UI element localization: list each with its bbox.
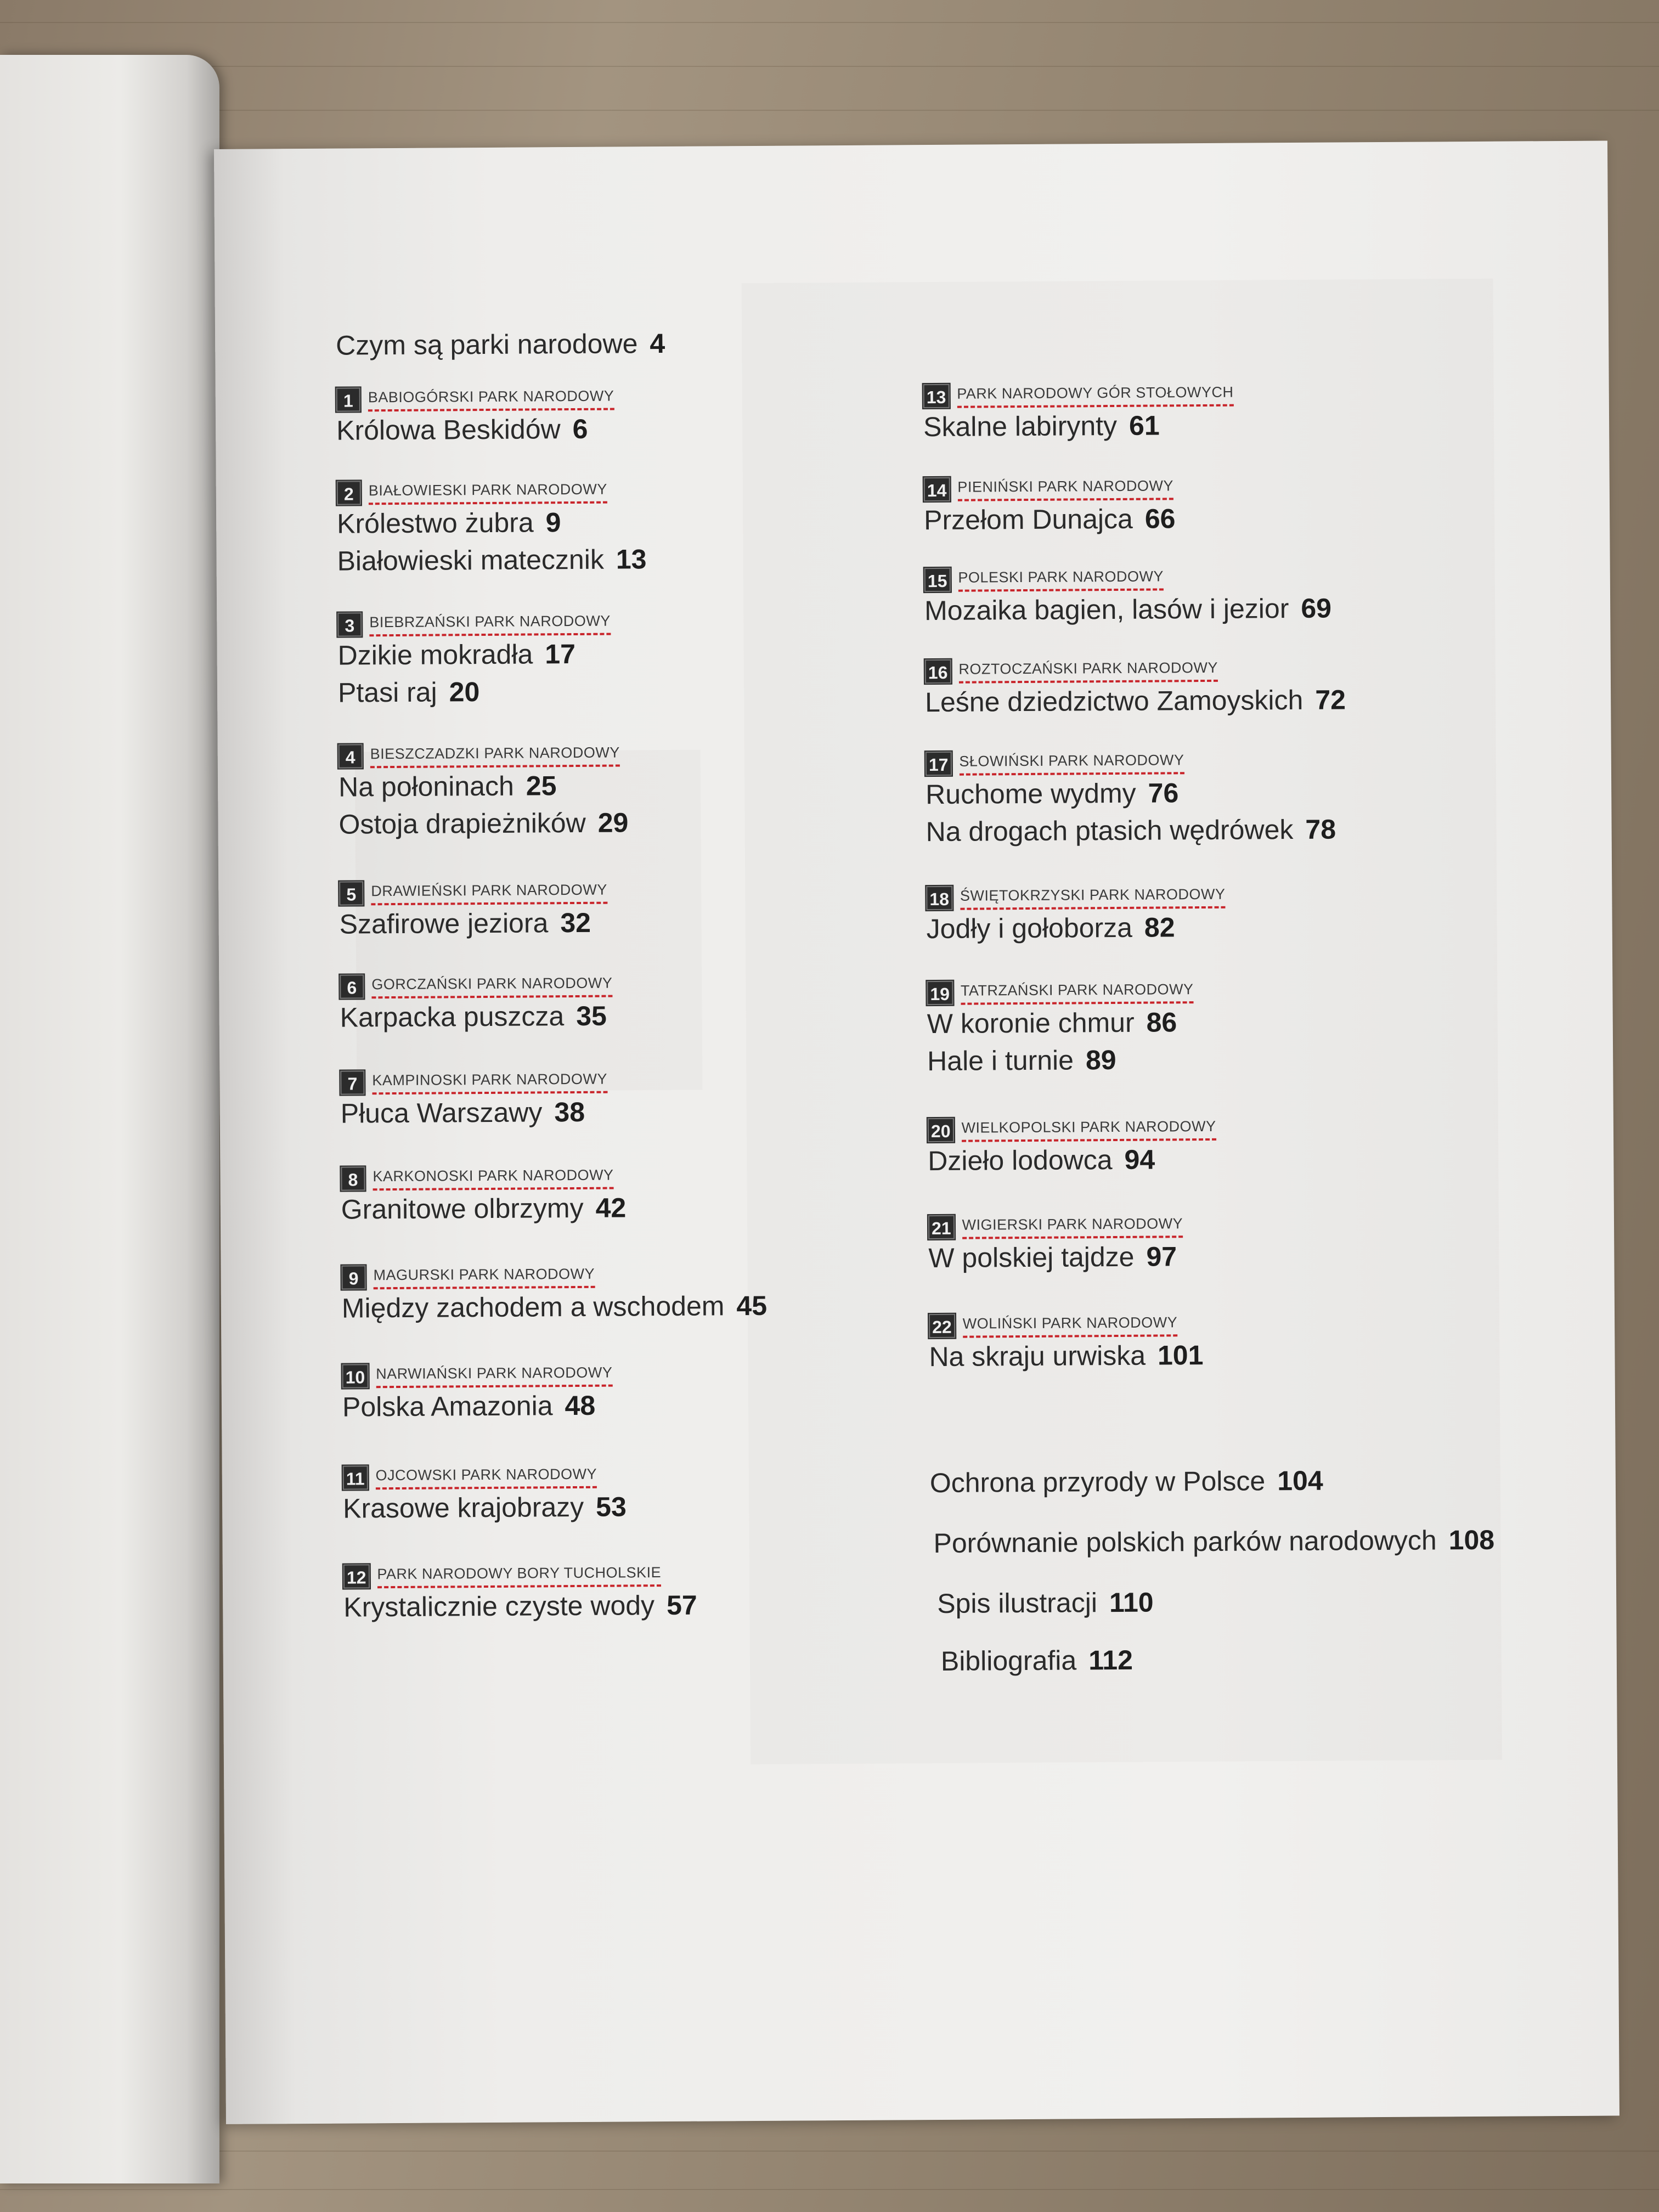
toc-chapter-line — [924, 500, 1176, 539]
toc-chapter-line — [338, 804, 628, 843]
chapter-title: Szafirowe jeziora — [339, 907, 549, 940]
toc-park-entry — [338, 739, 629, 843]
park-name-label: WIGIERSKI PARK NARODOWY — [962, 1215, 1183, 1239]
chapter-title: Królowa Beskidów — [336, 414, 561, 446]
park-name-label: ŚWIĘTOKRZYSKI PARK NARODOWY — [960, 886, 1226, 910]
toc-chapter-line — [341, 1093, 608, 1132]
toc-chapter-line — [339, 904, 607, 943]
extra-title: Spis ilustracji — [937, 1587, 1098, 1619]
park-name-label: KARKONOSKI PARK NARODOWY — [373, 1167, 613, 1191]
chapter-page-number: 25 — [526, 770, 557, 802]
chapter-title: Dzieło lodowca — [928, 1144, 1113, 1177]
extra-title: Bibliografia — [940, 1645, 1077, 1677]
park-header — [343, 1460, 627, 1489]
chapter-page-number: 29 — [597, 807, 629, 838]
park-header — [928, 1210, 1183, 1239]
extra-title: Porównanie polskich parków narodowych — [933, 1525, 1437, 1559]
park-name-label: PARK NARODOWY GÓR STOŁOWYCH — [957, 384, 1233, 408]
chapter-title: Jodły i gołoborza — [926, 912, 1133, 945]
toc-chapter-line — [338, 673, 611, 712]
toc-chapter-line — [928, 1141, 1216, 1180]
park-name-label: OJCOWSKI PARK NARODOWY — [376, 1466, 597, 1489]
toc-chapter-line — [342, 1387, 613, 1426]
park-header — [341, 1260, 766, 1290]
toc-chapter-line — [926, 909, 1226, 947]
park-header — [342, 1359, 612, 1389]
park-name-label: BIESZCZADZKI PARK NARODOWY — [370, 744, 620, 769]
toc-chapter-line — [337, 540, 646, 579]
park-header — [924, 562, 1331, 592]
extra-page-number: 110 — [1109, 1587, 1154, 1618]
park-header — [926, 746, 1336, 776]
chapter-page-number: 45 — [736, 1290, 768, 1322]
park-name-label: TATRZAŃSKI PARK NARODOWY — [961, 981, 1194, 1005]
chapter-page-number: 94 — [1124, 1144, 1155, 1175]
toc-park-entry — [341, 1161, 626, 1228]
park-number-badge: 11 — [343, 1465, 368, 1489]
chapter-title: Ruchome wydmy — [926, 777, 1136, 810]
park-name-label: PIENIŃSKI PARK NARODOWY — [957, 477, 1173, 501]
park-number-badge: 15 — [924, 568, 951, 592]
chapter-page-number: 48 — [565, 1390, 596, 1421]
chapter-page-number: 72 — [1315, 684, 1346, 715]
toc-park-entry — [924, 562, 1332, 630]
park-name-label: NARWIAŃSKI PARK NARODOWY — [376, 1364, 612, 1389]
park-name-label: WIELKOPOLSKI PARK NARODOWY — [961, 1118, 1216, 1142]
chapter-page-number: 66 — [1144, 503, 1176, 534]
toc-park-entry — [340, 1066, 607, 1132]
park-name-label: DRAWIEŃSKI PARK NARODOWY — [371, 882, 607, 906]
left-page-edge — [0, 55, 219, 2183]
park-number-badge: 20 — [928, 1118, 954, 1142]
chapter-page-number: 101 — [1157, 1340, 1204, 1371]
park-name-label: BIAŁOWIESKI PARK NARODOWY — [369, 481, 607, 505]
park-number-badge: 4 — [338, 744, 363, 768]
park-header — [343, 1559, 697, 1589]
park-number-badge: 8 — [341, 1166, 365, 1190]
park-number-badge: 19 — [927, 981, 953, 1005]
toc-intro-entry — [336, 328, 665, 362]
park-name-label: POLESKI PARK NARODOWY — [958, 568, 1164, 591]
park-name-label: MAGURSKI PARK NARODOWY — [373, 1266, 595, 1289]
park-header — [338, 739, 628, 768]
toc-park-entry — [339, 877, 607, 943]
park-name-label: GORCZAŃSKI PARK NARODOWY — [371, 975, 612, 999]
toc-intro-page: 4 — [650, 328, 665, 359]
chapter-title: Płuca Warszawy — [340, 1097, 543, 1129]
park-number-badge: 3 — [337, 612, 362, 636]
toc-park-entry — [923, 379, 1234, 445]
toc-extra-entry — [937, 1587, 1154, 1620]
extra-title: Ochrona przyrody w Polsce — [929, 1465, 1266, 1499]
chapter-title: Granitowe olbrzymy — [341, 1192, 584, 1225]
toc-chapter-line — [336, 410, 614, 449]
toc-park-entry — [924, 472, 1176, 539]
park-header — [927, 976, 1193, 1005]
toc-park-entry — [928, 1210, 1183, 1277]
toc-chapter-line — [925, 681, 1346, 721]
park-header — [926, 881, 1225, 910]
toc-park-entry — [337, 476, 647, 579]
park-header — [928, 1113, 1216, 1142]
toc-park-entry — [337, 608, 611, 712]
toc-chapter-line — [923, 407, 1234, 445]
toc-park-entry — [342, 1359, 612, 1426]
toc-chapter-line — [337, 635, 611, 674]
chapter-title: Polska Amazonia — [342, 1390, 553, 1423]
chapter-page-number: 89 — [1085, 1044, 1116, 1076]
extra-page-number: 112 — [1088, 1644, 1133, 1676]
park-header — [924, 472, 1176, 501]
extra-page-number: 104 — [1277, 1465, 1323, 1497]
park-number-badge: 21 — [928, 1215, 955, 1239]
chapter-page-number: 17 — [545, 638, 576, 670]
park-number-badge: 22 — [929, 1314, 955, 1338]
toc-intro-title: Czym są parki narodowe — [336, 328, 638, 361]
park-name-label: BIEBRZAŃSKI PARK NARODOWY — [369, 613, 611, 637]
park-number-badge: 10 — [342, 1364, 369, 1388]
chapter-title: Hale i turnie — [927, 1045, 1074, 1077]
chapter-page-number: 86 — [1146, 1007, 1177, 1038]
park-number-badge: 2 — [337, 481, 361, 505]
toc-chapter-line — [926, 774, 1336, 814]
park-header — [336, 383, 614, 412]
chapter-title: Na połoninach — [338, 770, 514, 803]
chapter-page-number: 97 — [1146, 1241, 1177, 1272]
toc-chapter-line — [340, 997, 612, 1036]
chapter-title: Skalne labirynty — [923, 410, 1118, 443]
toc-extra-entry — [941, 1644, 1133, 1677]
chapter-title: Królestwo żubra — [337, 507, 534, 539]
toc-chapter-line — [924, 590, 1331, 630]
chapter-title: Dzikie mokradła — [337, 639, 533, 671]
toc-chapter-line — [927, 1003, 1194, 1042]
chapter-page-number: 57 — [666, 1589, 697, 1621]
chapter-page-number: 53 — [596, 1491, 627, 1522]
park-header — [923, 379, 1234, 408]
park-number-badge: 9 — [341, 1265, 365, 1289]
toc-park-entry — [926, 881, 1226, 947]
park-header — [929, 1309, 1203, 1338]
chapter-page-number: 69 — [1301, 592, 1332, 624]
park-name-label: KAMPINOSKI PARK NARODOWY — [372, 1071, 607, 1095]
park-number-badge: 1 — [336, 387, 360, 411]
chapter-title: Na drogach ptasich wędrówek — [926, 814, 1294, 848]
chapter-page-number: 32 — [560, 907, 591, 939]
chapter-title: Karpacka puszcza — [340, 1001, 565, 1033]
toc-park-entry — [336, 383, 614, 449]
chapter-title: Na skraju urwiska — [929, 1340, 1146, 1373]
toc-chapter-line — [343, 1587, 697, 1626]
park-number-badge: 14 — [924, 477, 950, 501]
toc-chapter-line — [337, 503, 646, 542]
toc-extra-entry — [933, 1524, 1494, 1559]
toc-chapter-line — [341, 1189, 627, 1228]
park-name-label: ROZTOCZAŃSKI PARK NARODOWY — [958, 659, 1218, 684]
chapter-page-number: 6 — [572, 413, 588, 445]
chapter-page-number: 9 — [545, 507, 561, 538]
park-number-badge: 18 — [926, 886, 952, 910]
chapter-page-number: 20 — [449, 676, 480, 708]
park-number-badge: 13 — [923, 384, 950, 408]
park-name-label: WOLIŃSKI PARK NARODOWY — [963, 1314, 1178, 1338]
toc-park-entry — [928, 1113, 1216, 1180]
park-number-badge: 5 — [339, 881, 363, 905]
chapter-title: Leśne dziedzictwo Zamoyskich — [925, 684, 1304, 718]
park-name-label: SŁOWIŃSKI PARK NARODOWY — [959, 752, 1184, 776]
chapter-page-number: 35 — [576, 1000, 607, 1031]
toc-park-entry — [343, 1559, 697, 1626]
park-header — [339, 877, 607, 906]
chapter-page-number: 38 — [554, 1096, 585, 1128]
chapter-title: W polskiej tajdze — [928, 1241, 1135, 1274]
park-number-badge: 6 — [340, 974, 364, 998]
park-number-badge: 7 — [340, 1070, 364, 1094]
chapter-title: W koronie chmur — [927, 1007, 1135, 1040]
toc-chapter-line — [343, 1488, 627, 1527]
chapter-title: Ostoja drapieżników — [338, 807, 586, 840]
toc-park-entry — [926, 746, 1336, 851]
chapter-title: Między zachodem a wschodem — [341, 1290, 725, 1324]
chapter-page-number: 76 — [1148, 777, 1179, 809]
toc-extra-entry — [930, 1465, 1323, 1499]
toc-park-entry — [929, 1309, 1204, 1375]
park-header — [341, 1161, 626, 1190]
chapter-title: Przełom Dunajca — [923, 503, 1133, 536]
toc-chapter-line — [342, 1287, 768, 1327]
chapter-page-number: 13 — [616, 544, 647, 575]
toc-page — [214, 140, 1620, 2124]
chapter-page-number: 82 — [1144, 912, 1175, 943]
park-header — [340, 1066, 607, 1095]
chapter-page-number: 42 — [595, 1192, 627, 1223]
toc-park-entry — [927, 976, 1194, 1080]
chapter-page-number: 61 — [1128, 410, 1160, 441]
toc-chapter-line — [338, 766, 628, 805]
park-header — [340, 970, 612, 999]
toc-park-entry — [340, 970, 613, 1036]
chapter-title: Krasowe krajobrazy — [342, 1491, 584, 1524]
toc-chapter-line — [927, 1041, 1194, 1080]
toc-chapter-line — [929, 1336, 1203, 1375]
park-number-badge: 16 — [925, 659, 951, 684]
chapter-title: Mozaika bagien, lasów i jezior — [924, 593, 1289, 627]
chapter-title: Krystalicznie czyste wody — [343, 1590, 655, 1623]
toc-park-entry — [341, 1260, 767, 1327]
park-header — [337, 608, 611, 637]
toc-park-entry — [925, 653, 1346, 721]
chapter-title: Białowieski matecznik — [337, 544, 605, 577]
toc-chapter-line — [928, 1238, 1183, 1277]
park-number-badge: 12 — [343, 1564, 370, 1588]
extra-page-number: 108 — [1448, 1524, 1495, 1556]
toc-park-entry — [343, 1460, 627, 1527]
park-name-label: BABIOGÓRSKI PARK NARODOWY — [368, 388, 614, 412]
park-name-label: PARK NARODOWY BORY TUCHOLSKIE — [377, 1564, 661, 1588]
toc-chapter-line — [926, 811, 1336, 851]
chapter-title: Ptasi raj — [337, 676, 437, 708]
chapter-page-number: 78 — [1305, 814, 1336, 845]
park-header — [337, 476, 646, 505]
park-number-badge: 17 — [926, 752, 952, 776]
park-header — [925, 653, 1346, 684]
